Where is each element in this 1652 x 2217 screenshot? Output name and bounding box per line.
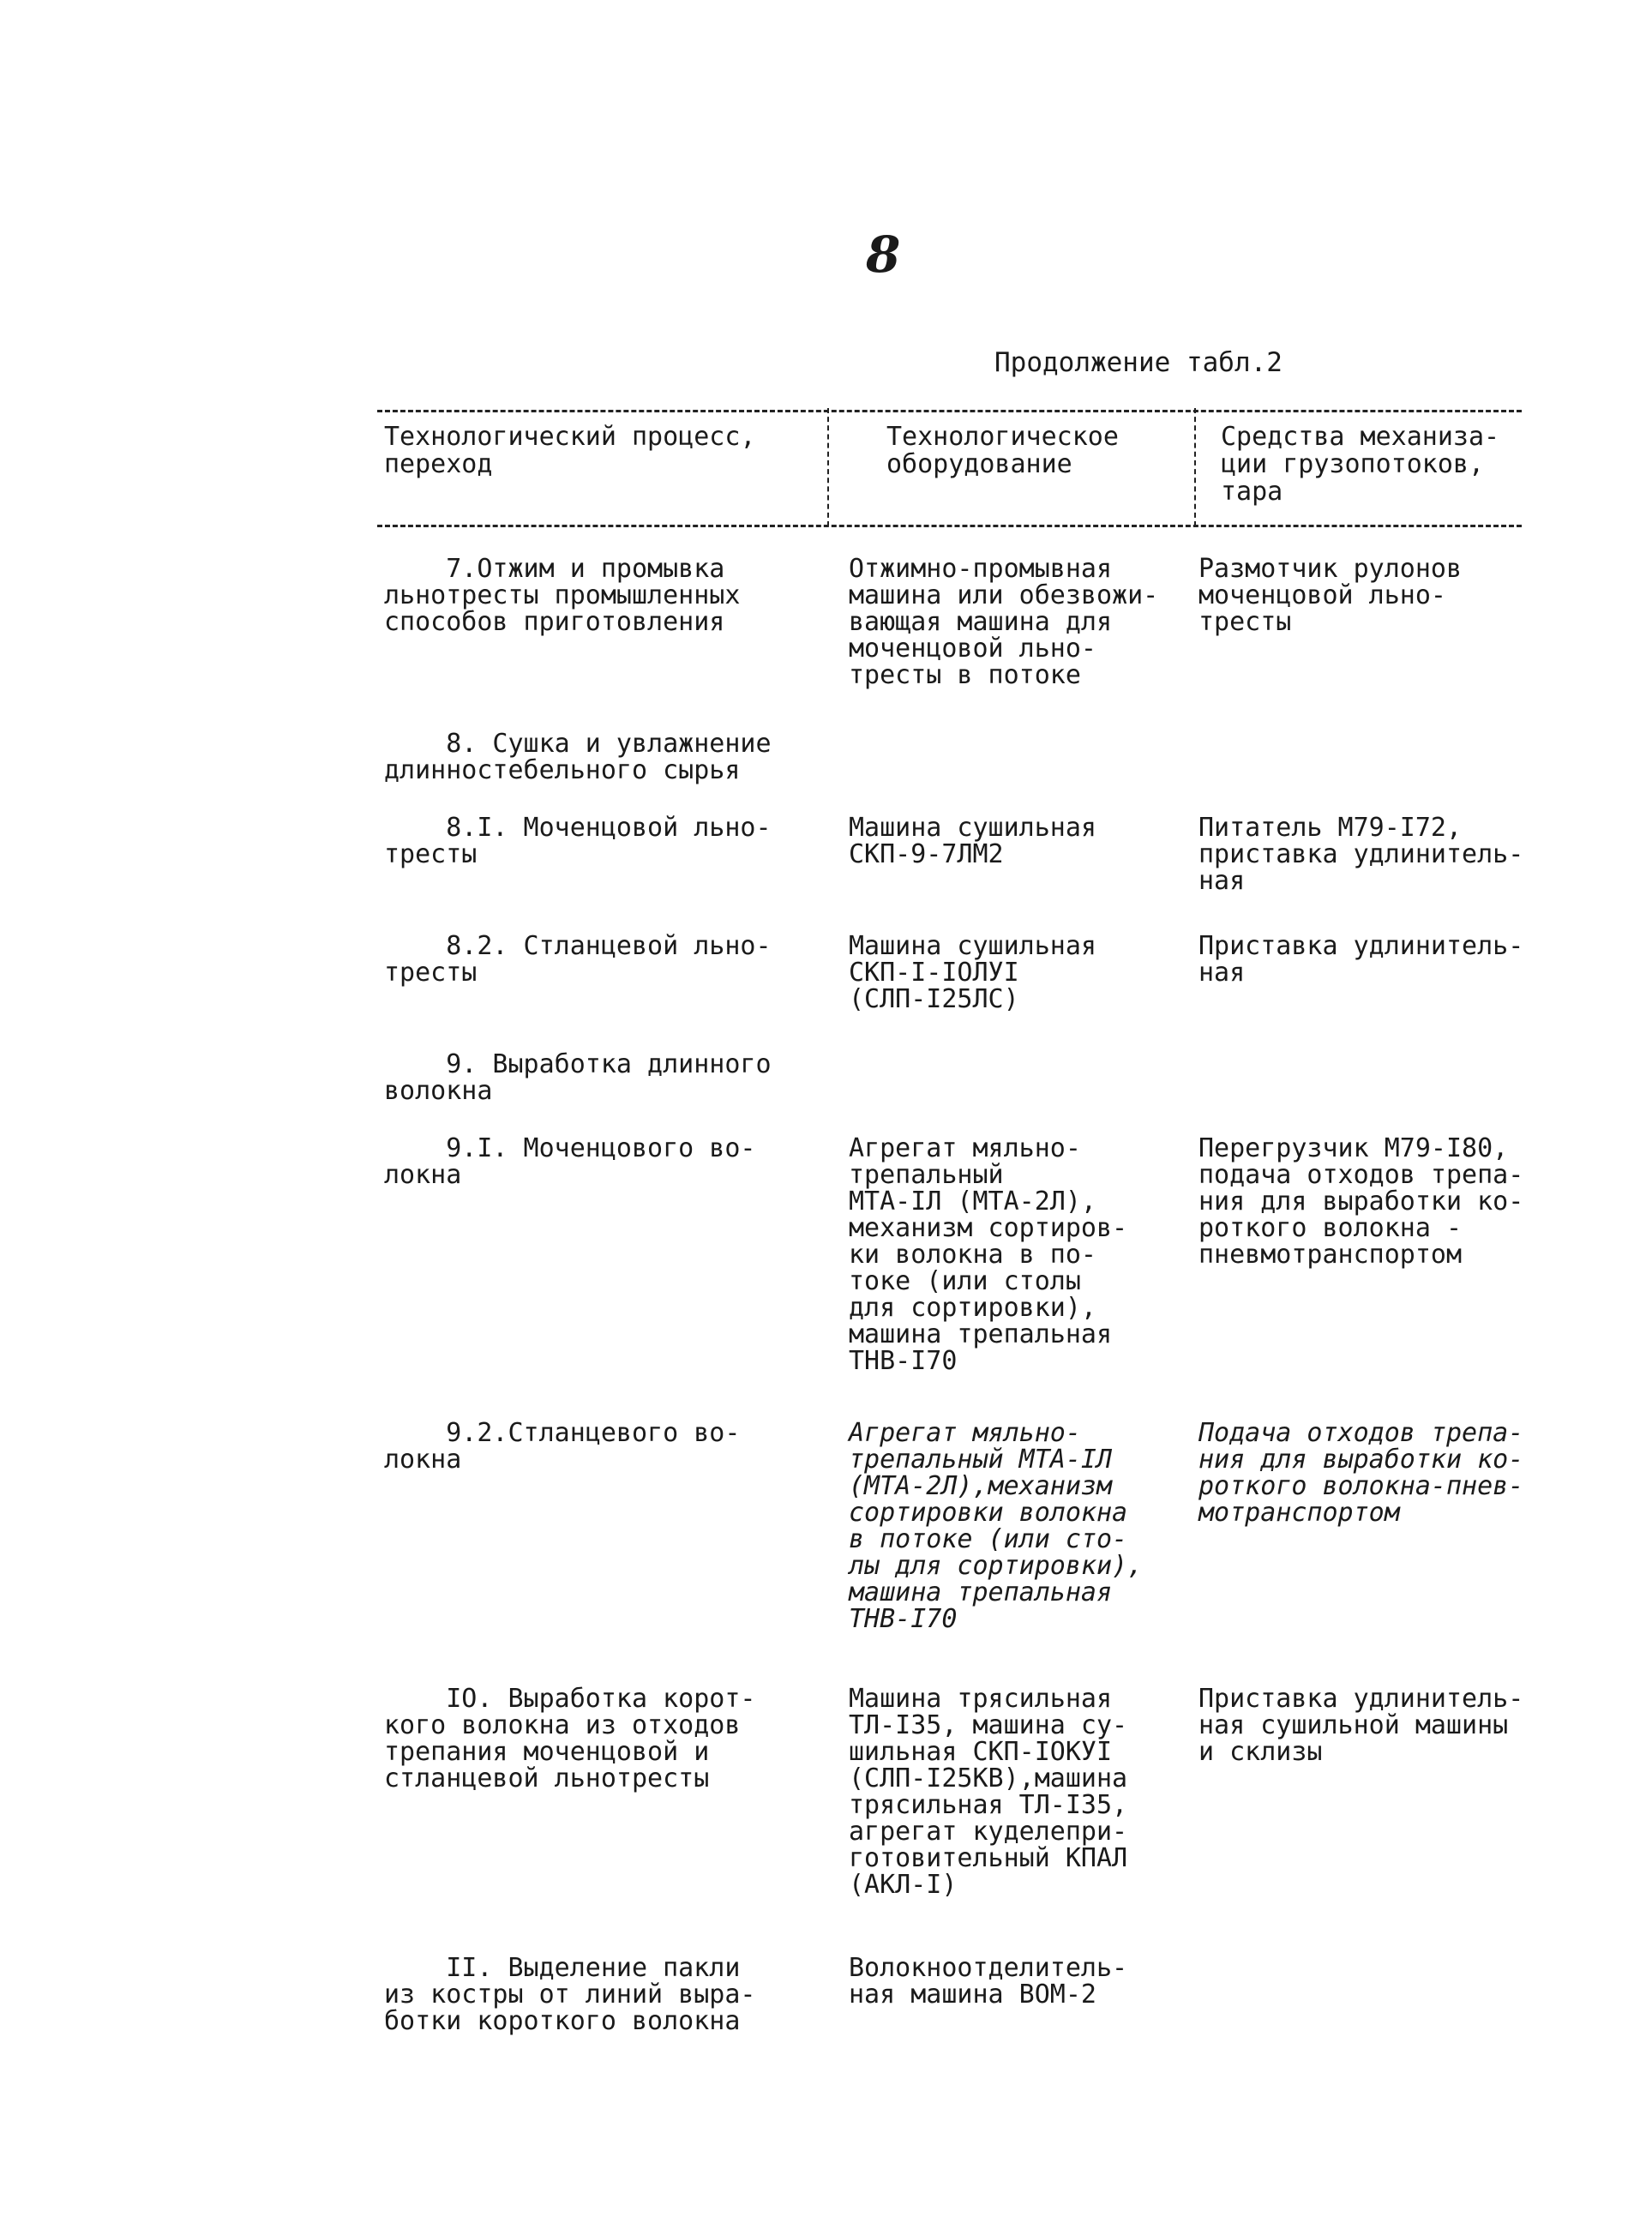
cell-equipment: Машина сушильная СКП-I-IОЛУI (СЛП-I25ЛС) bbox=[849, 931, 1096, 1014]
cell-means: Приставка удлинитель- ная сушильной машины и склизы bbox=[1198, 1684, 1524, 1767]
cell-equipment: Отжимно-промывная машина или обезвожи- вающая машина для моченцовой льно- тресты в потоке bbox=[849, 554, 1159, 690]
cell-equipment: Агрегат мяльно- трепальный МТА-IЛ (МТА-2Л), механизм сортиров- ки волокна в по- токе (или столы для сортировки), машина трепальная ТНВ-I70 bbox=[849, 1133, 1128, 1376]
cell-process: 8.2. Стланцевой льно- тресты bbox=[384, 931, 772, 988]
continuation-label: Продолжение табл.2 bbox=[994, 347, 1283, 378]
header-means: Средства механиза- ции грузопотоков, тара bbox=[1221, 422, 1500, 507]
cell-process: 9. Выработка длинного волокна bbox=[384, 1049, 772, 1106]
table-top-rule bbox=[377, 410, 1522, 412]
cell-means: Питатель М79-I72, приставка удлинитель- ная bbox=[1198, 813, 1524, 896]
header-separator-2 bbox=[1194, 408, 1196, 526]
cell-equipment: Машина сушильная СКП-9-7ЛМ2 bbox=[849, 813, 1096, 869]
cell-equipment: Машина трясильная ТЛ-I35, машина су- шильная СКП-IОКУI (СЛП-I25КВ),машина трясильная ТЛ-I35, агрегат куделепри- готовительный КПАЛ (АКЛ-I) bbox=[849, 1684, 1128, 1900]
cell-process: 7.Отжим и промывка льнотресты промышленных способов приготовления bbox=[384, 554, 741, 637]
page-number: 8 bbox=[866, 225, 901, 284]
cell-means: Размотчик рулонов моченцовой льно- тресты bbox=[1198, 554, 1463, 637]
cell-equipment: Агрегат мяльно- трепальный МТА-IЛ (МТА-2Л),механизм сортировки волокна в потоке (или сто- лы для сортировки), машина трепальная ТНВ-I70 bbox=[849, 1418, 1144, 1634]
cell-process: 8. Сушка и увлажнение длинностебельного сырья bbox=[384, 729, 772, 785]
cell-means: Подача отходов трепа- ния для выработки ко- роткого волокна-пнев- мотранспортом bbox=[1198, 1418, 1524, 1528]
cell-process: II. Выделение пакли из костры от линий выра- ботки короткого волокна bbox=[384, 1953, 756, 2036]
header-equipment: Технологическое оборудование bbox=[886, 422, 1119, 479]
header-separator-1 bbox=[827, 408, 829, 526]
cell-process: IО. Выработка корот- кого волокна из отходов трепания моченцовой и стланцевой льнотресты bbox=[384, 1684, 756, 1793]
cell-equipment: Волокноотделитель- ная машина ВОМ-2 bbox=[849, 1953, 1128, 2010]
cell-means: Перегрузчик М79-I80, подача отходов трепа- ния для выработки ко- роткого волокна - пневмотранспортом bbox=[1198, 1133, 1524, 1270]
table-header-rule bbox=[377, 525, 1522, 527]
cell-process: 9.2.Стланцевого во- локна bbox=[384, 1418, 741, 1475]
cell-process: 9.I. Моченцового во- локна bbox=[384, 1133, 756, 1190]
cell-process: 8.I. Моченцовой льно- тресты bbox=[384, 813, 772, 869]
cell-means: Приставка удлинитель- ная bbox=[1198, 931, 1524, 988]
header-process: Технологический процесс, переход bbox=[384, 422, 756, 479]
